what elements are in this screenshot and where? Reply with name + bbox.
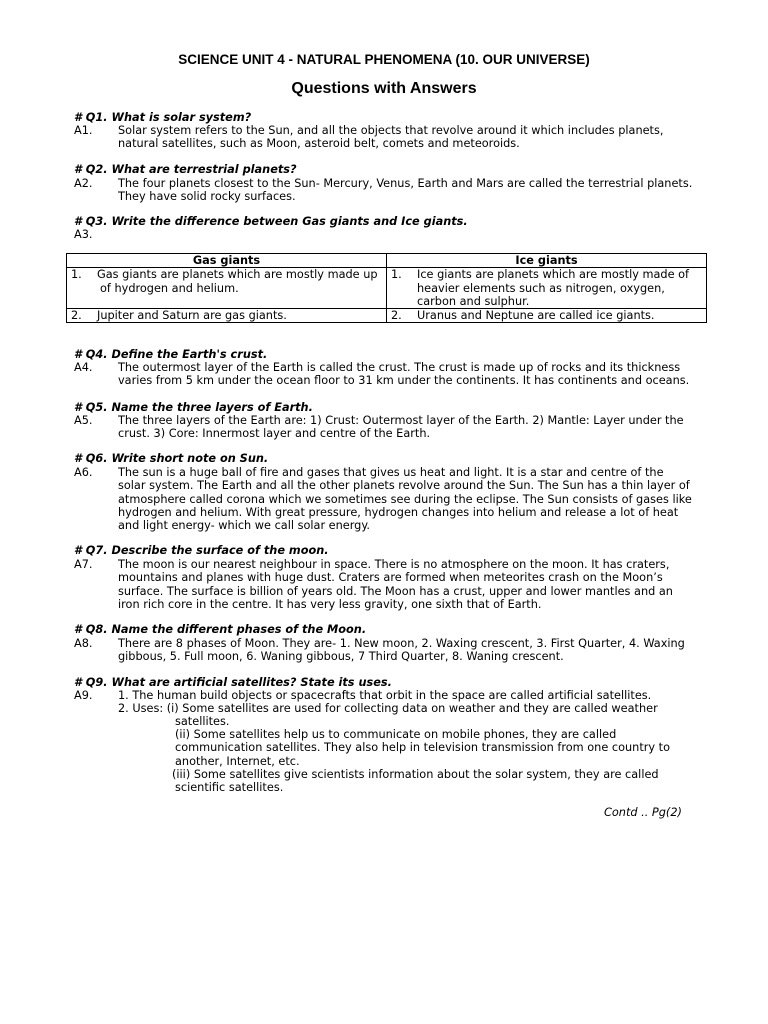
answer-line: communication satellites. They also help in television transmission from one country to xyxy=(175,741,671,755)
table-cell xyxy=(67,268,387,309)
comparison-table xyxy=(66,253,707,323)
answer-1-label: A1. xyxy=(74,124,93,137)
question-8: # Q8. Name the different phases of the Moon. xyxy=(74,623,367,636)
question-3: # Q3. Write the difference between Gas giants and Ice giants. xyxy=(74,215,468,228)
answer-5 xyxy=(118,414,718,441)
answer-1 xyxy=(118,124,718,151)
answer-9-label: A9. xyxy=(74,689,93,702)
answer-line: The sun is a huge ball of fire and gases that gives us heat and light. It is a star and centre of the xyxy=(118,466,664,479)
cell-line: Gas giants are planets which are mostly made up xyxy=(97,268,378,282)
question-4: # Q4. Define the Earth's crust. xyxy=(74,348,268,361)
row-number: 2. xyxy=(71,309,82,323)
row-number: 2. xyxy=(391,309,402,323)
answer-4-label: A4. xyxy=(74,361,93,374)
answer-line: another, Internet, etc. xyxy=(175,754,300,768)
question-6: # Q6. Write short note on Sun. xyxy=(74,452,269,465)
table-row xyxy=(67,268,707,309)
answer-8 xyxy=(118,637,718,664)
question-2: # Q2. What are terrestrial planets? xyxy=(74,163,297,176)
answer-9-item-2-cont: satellites. xyxy=(175,715,230,728)
question-5: # Q5. Name the three layers of Earth. xyxy=(74,401,313,414)
cell-line: carbon and sulphur. xyxy=(417,294,530,308)
continued-note: Contd .. Pg(2) xyxy=(604,806,682,819)
cell-line: of hydrogen and helium. xyxy=(100,281,239,295)
answer-line: The outermost layer of the Earth is called the crust. The crust is made up of rocks and its thickness xyxy=(118,361,681,374)
answer-line: scientific satellites. xyxy=(175,781,284,795)
answer-line: Solar system refers to the Sun, and all the objects that revolve around it which includes planets, xyxy=(118,124,664,137)
answer-7-label: A7. xyxy=(74,558,93,571)
answer-line: There are 8 phases of Moon. They are- 1. New moon, 2. Waxing crescent, 3. First Quarter, 4. Waxing xyxy=(118,637,685,650)
answer-line: mountains and planes with huge dust. Craters are formed when meteorites crash on the Moon’s xyxy=(118,571,663,585)
answer-line: hydrogen and helium. With great pressure, hydrogen changes into helium and release a lot of heat xyxy=(118,505,679,519)
answer-line: atmosphere called corona which we sometimes see during the eclipse. The Sun consists of gases like xyxy=(118,492,692,506)
answer-line: solar system. The Earth and all the other planets revolve around the Sun. The Sun has a thin layer of xyxy=(118,479,690,493)
answer-3-label: A3. xyxy=(74,228,93,241)
answer-line: (iii) Some satellites give scientists information about the solar system, they are called xyxy=(172,768,659,781)
document-title: SCIENCE UNIT 4 - NATURAL PHENOMENA (10. OUR UNIVERSE) xyxy=(178,52,590,67)
cell-line: heavier elements such as nitrogen, oxygen, xyxy=(417,281,665,295)
answer-line: The four planets closest to the Sun- Mercury, Venus, Earth and Mars are called the terrestrial planets. xyxy=(118,177,693,190)
answer-line: The moon is our nearest neighbour in space. There is no atmosphere on the moon. It has craters, xyxy=(118,558,670,571)
answer-7 xyxy=(118,558,718,611)
row-number: 1. xyxy=(71,268,82,282)
answer-line: gibbous, 5. Full moon, 6. Waning gibbous, 7 Third Quarter, 8. Waning crescent. xyxy=(118,650,564,664)
answer-line: The three layers of the Earth are: 1) Crust: Outermost layer of the Earth. 2) Mantle: Layer under the xyxy=(118,414,684,427)
cell-line: Uranus and Neptune are called ice giants. xyxy=(417,309,655,323)
row-number: 1. xyxy=(391,268,402,282)
table-header-ice-giants: Ice giants xyxy=(387,254,707,268)
answer-6-label: A6. xyxy=(74,466,93,479)
answer-9-item-1: 1. The human build objects or spacecrafts that orbit in the space are called artificial satellites. xyxy=(118,689,652,702)
answer-8-label: A8. xyxy=(74,637,93,650)
answer-9-item-2: 2. Uses: (i) Some satellites are used for collecting data on weather and they are called weather xyxy=(118,702,658,715)
answer-9-use-iii xyxy=(172,768,717,795)
document-subtitle: Questions with Answers xyxy=(291,80,477,97)
answer-line: natural satellites, such as Moon, asteroid belt, comets and meteoroids. xyxy=(118,137,520,151)
table-header-gas-giants: Gas giants xyxy=(67,254,387,268)
answer-9-use-ii xyxy=(175,728,715,768)
answer-5-label: A5. xyxy=(74,414,93,427)
answer-6 xyxy=(118,466,718,532)
question-9: # Q9. What are artificial satellites? State its uses. xyxy=(74,676,392,689)
table-header-row xyxy=(67,254,707,268)
answer-line: and light energy- which we call solar energy. xyxy=(118,519,371,533)
answer-line: varies from 5 km under the ocean floor to 31 km under the continents. It has continents and oceans. xyxy=(118,374,690,388)
table-row xyxy=(67,309,707,323)
question-1: # Q1. What is solar system? xyxy=(74,111,252,124)
table-cell xyxy=(387,268,707,309)
question-7: # Q7. Describe the surface of the moon. xyxy=(74,544,329,557)
answer-line: They have solid rocky surfaces. xyxy=(118,190,296,204)
answer-2 xyxy=(118,177,718,204)
answer-line: surface. The surface is billion of years old. The Moon has a crust, upper and lower mantles and an xyxy=(118,584,673,598)
answer-2-label: A2. xyxy=(74,177,93,190)
answer-line: crust. 3) Core: Innermost layer and centre of the Earth. xyxy=(118,427,431,441)
cell-line: Jupiter and Saturn are gas giants. xyxy=(97,309,287,323)
cell-line: Ice giants are planets which are mostly made of xyxy=(417,268,690,282)
table-cell xyxy=(67,309,387,323)
answer-line: iron rich core in the centre. It has very less gravity, one sixth that of Earth. xyxy=(118,597,542,611)
table-cell xyxy=(387,309,707,323)
answer-line: (ii) Some satellites help us to communicate on mobile phones, they are called xyxy=(175,728,617,741)
answer-4 xyxy=(118,361,718,388)
